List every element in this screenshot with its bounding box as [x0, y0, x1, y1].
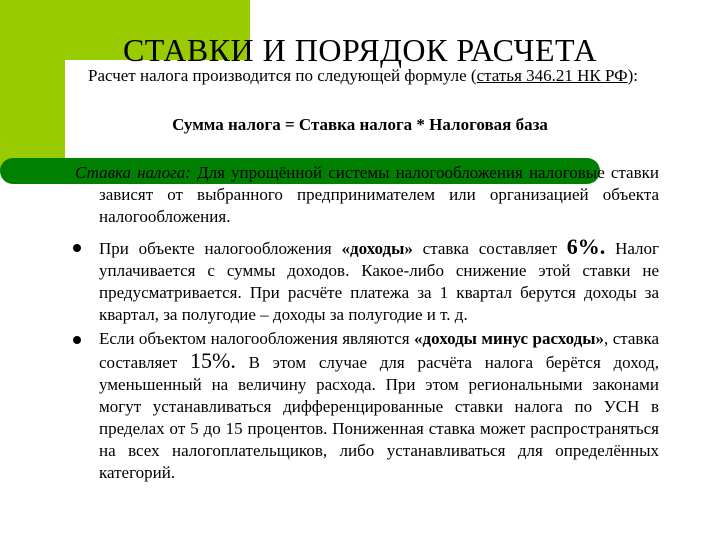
list-item: Если объектом налогообложения являются «доходы минус расходы», ставка составляет 15%. В этом случае для расчёта налога берётся доход, уменьшенный на величину расхода. При этом региональными законами могут устанавливаться дифференцированные ставки налога по УСН в пределах от 5 до 15 процентов. Пониженная ставка может распространяться на всех налогоплательщиков, либо устанавливаться для определённых категорий. [75, 328, 659, 484]
intro-text [68, 64, 658, 88]
bullet-icon [73, 244, 81, 252]
rate-lead-paragraph [75, 162, 659, 228]
slide-title: СТАВКИ И ПОРЯДОК РАСЧЕТА [122, 32, 598, 68]
rate-value: 6%. [566, 234, 606, 259]
list-item: При объекте налогообложения «доходы» ставка составляет 6%. Налог уплачивается с суммы доходов. Какое-либо снижение этой ставки не предусматривается. При расчёте платежа за 1 квартал берутся доходы за квартал, за полугодие – доходы за полугодие и т. д. [75, 236, 659, 326]
object-label: «доходы минус расходы» [414, 329, 605, 348]
lead-label: Ставка налога: [75, 163, 191, 182]
law-article-link[interactable]: статья 346.21 НК РФ [476, 66, 628, 85]
lead-text: Для упрощённой системы налогообложения налоговые ставки зависят от выбранного предпринимателем или организацией объекта налогообложения. [99, 163, 659, 226]
bullet-icon [73, 336, 81, 344]
content-body [75, 162, 659, 484]
tax-formula: Сумма налога = Ставка налога * Налоговая база [172, 115, 548, 134]
intro-text-before: Расчет налога производится по следующей формуле ( [88, 66, 477, 85]
rate-value: 15%. [190, 348, 236, 373]
object-label: «доходы» [341, 239, 413, 258]
rate-bullet-list [75, 236, 659, 484]
intro-text-after: ): [627, 66, 638, 85]
